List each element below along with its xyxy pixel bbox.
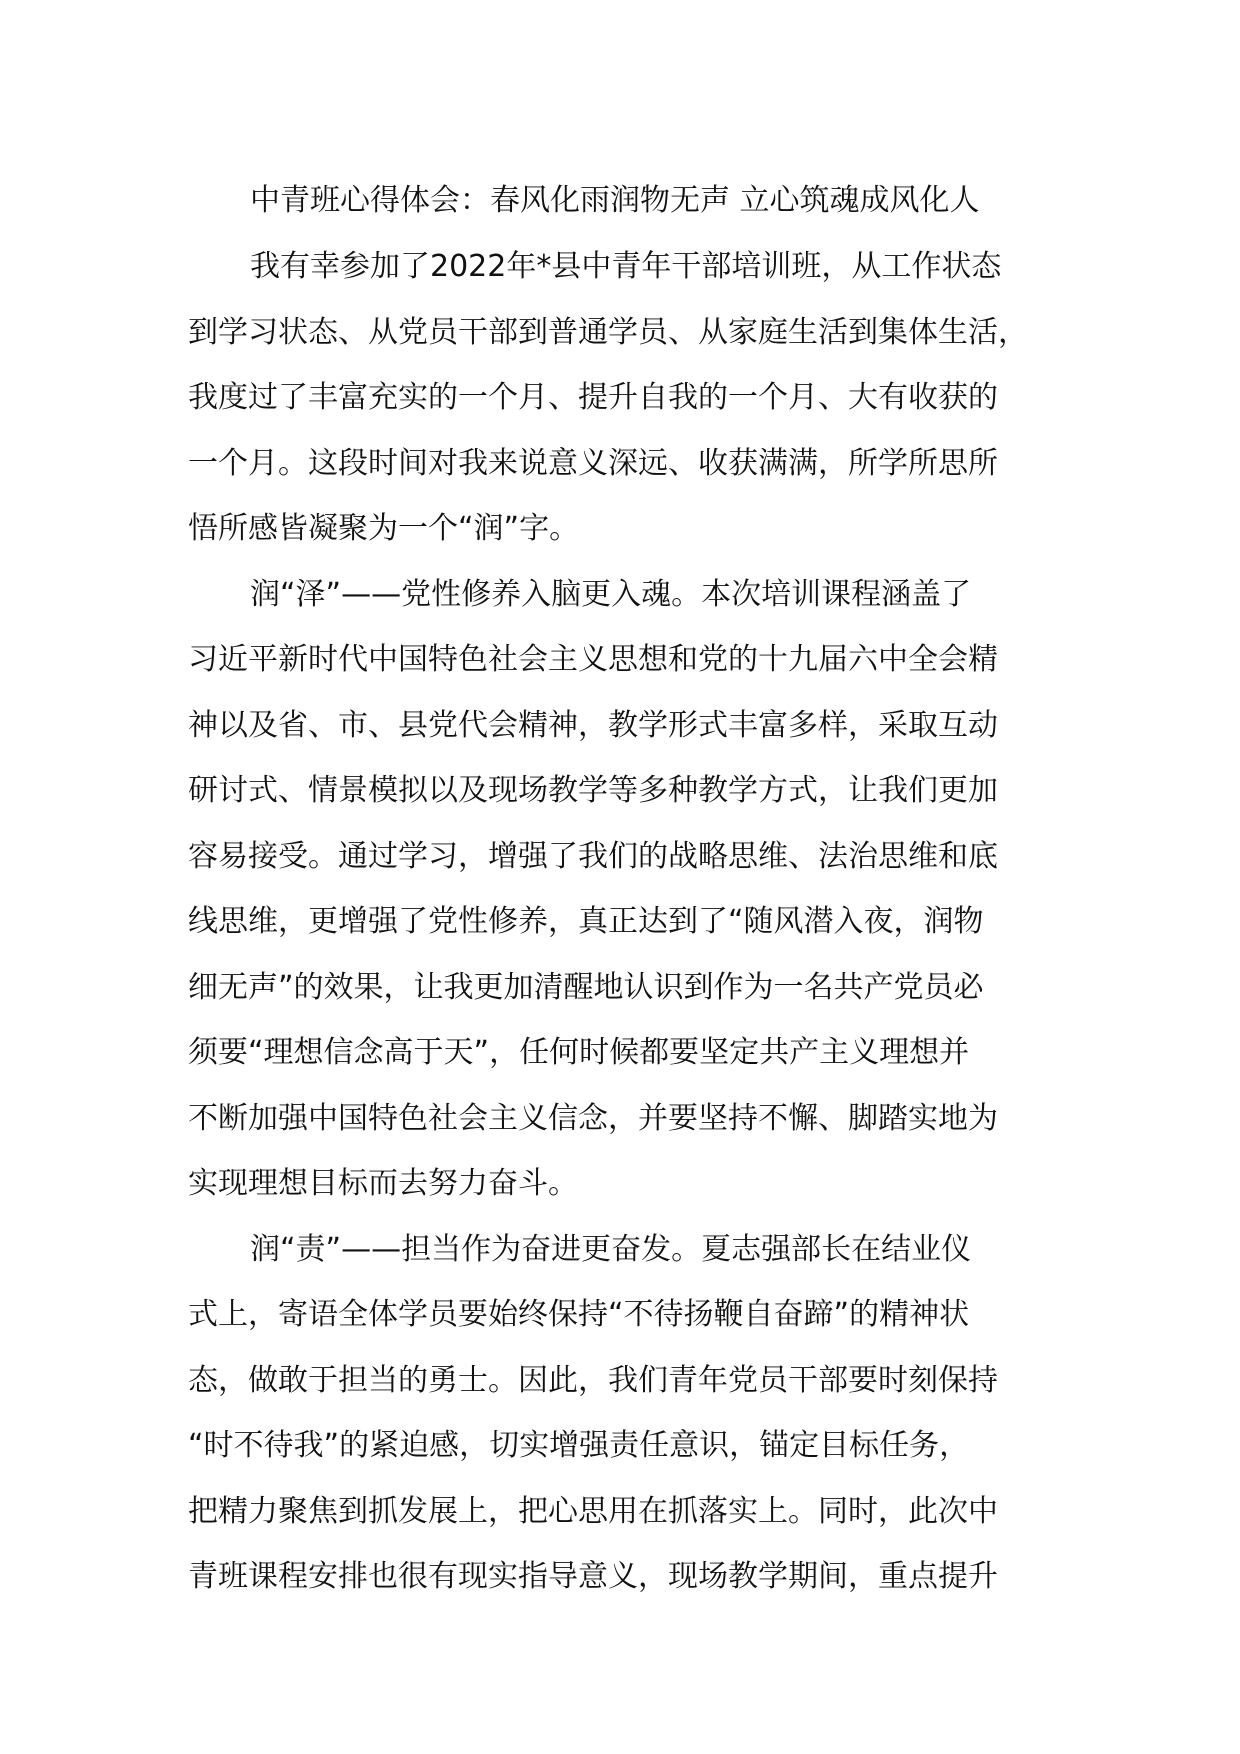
paragraph-line: 研讨式、情景模拟以及现场教学等多种教学方式，让我们更加 bbox=[188, 773, 998, 808]
paragraph-line: 我有幸参加了2022年*县中青年干部培训班，从工作状态 bbox=[250, 249, 1002, 284]
paragraph-line: 线思维，更增强了党性修养，真正达到了“随风潜入夜，润物 bbox=[188, 904, 984, 939]
paragraph-line: 润“责”——担当作为奋进更奋发。夏志强部长在结业仪 bbox=[250, 1231, 972, 1267]
paragraph-line: “时不待我”的紧迫感，切实增强责任意识，锚定目标任务， bbox=[188, 1428, 970, 1463]
paragraph-line: 神以及省、市、县党代会精神，教学形式丰富多样，采取互动 bbox=[188, 707, 998, 743]
paragraph-line: 细无声”的效果，让我更加清醒地认识到作为一名共产党员必 bbox=[188, 969, 984, 1005]
paragraph-line: 不断加强中国特色社会主义信念，并要坚持不懈、脚踏实地为 bbox=[188, 1100, 998, 1136]
document-body bbox=[188, 168, 1058, 1610]
paragraph-line: 悟所感皆凝聚为一个“润”字。 bbox=[188, 511, 580, 546]
paragraph-line: 把精力聚焦到抓发展上，把心思用在抓落实上。同时，此次中 bbox=[188, 1493, 998, 1529]
paragraph-line: 润“泽”——党性修养入脑更入魂。本次培训课程涵盖了 bbox=[250, 576, 972, 612]
paragraph-line: 我度过了丰富充实的一个月、提升自我的一个月、大有收获的 bbox=[188, 380, 998, 415]
paragraph-line: 态，做敢于担当的勇士。因此，我们青年党员干部要时刻保持 bbox=[188, 1362, 998, 1398]
paragraph-intro bbox=[188, 234, 1058, 562]
paragraph-line: 一个月。这段时间对我来说意义深远、收获满满，所学所思所 bbox=[188, 445, 998, 481]
paragraph-line: 须要“理想信念高于天”，任何时候都要坚定共产主义理想并 bbox=[188, 1035, 970, 1070]
paragraph-line: 实现理想目标而去努力奋斗。 bbox=[188, 1166, 578, 1201]
paragraph-line: 青班课程安排也很有现实指导意义，现场教学期间，重点提升 bbox=[188, 1559, 998, 1594]
paragraph-line: 容易接受。通过学习，增强了我们的战略思维、法治思维和底 bbox=[188, 838, 998, 874]
paragraph-line: 式上，寄语全体学员要始终保持“不待扬鞭自奋蹄”的精神状 bbox=[188, 1297, 970, 1332]
paragraph-ze-responsibility bbox=[188, 1217, 1058, 1610]
paragraph-ze bbox=[188, 562, 1058, 1217]
document-title: 中青班心得体会：春风化雨润物无声 立心筑魂成风化人 bbox=[250, 183, 980, 218]
paragraph-line: 到学习状态、从党员干部到普通学员、从家庭生活到集体生活， bbox=[188, 314, 1028, 350]
paragraph-line: 习近平新时代中国特色社会主义思想和党的十九届六中全会精 bbox=[188, 642, 998, 677]
